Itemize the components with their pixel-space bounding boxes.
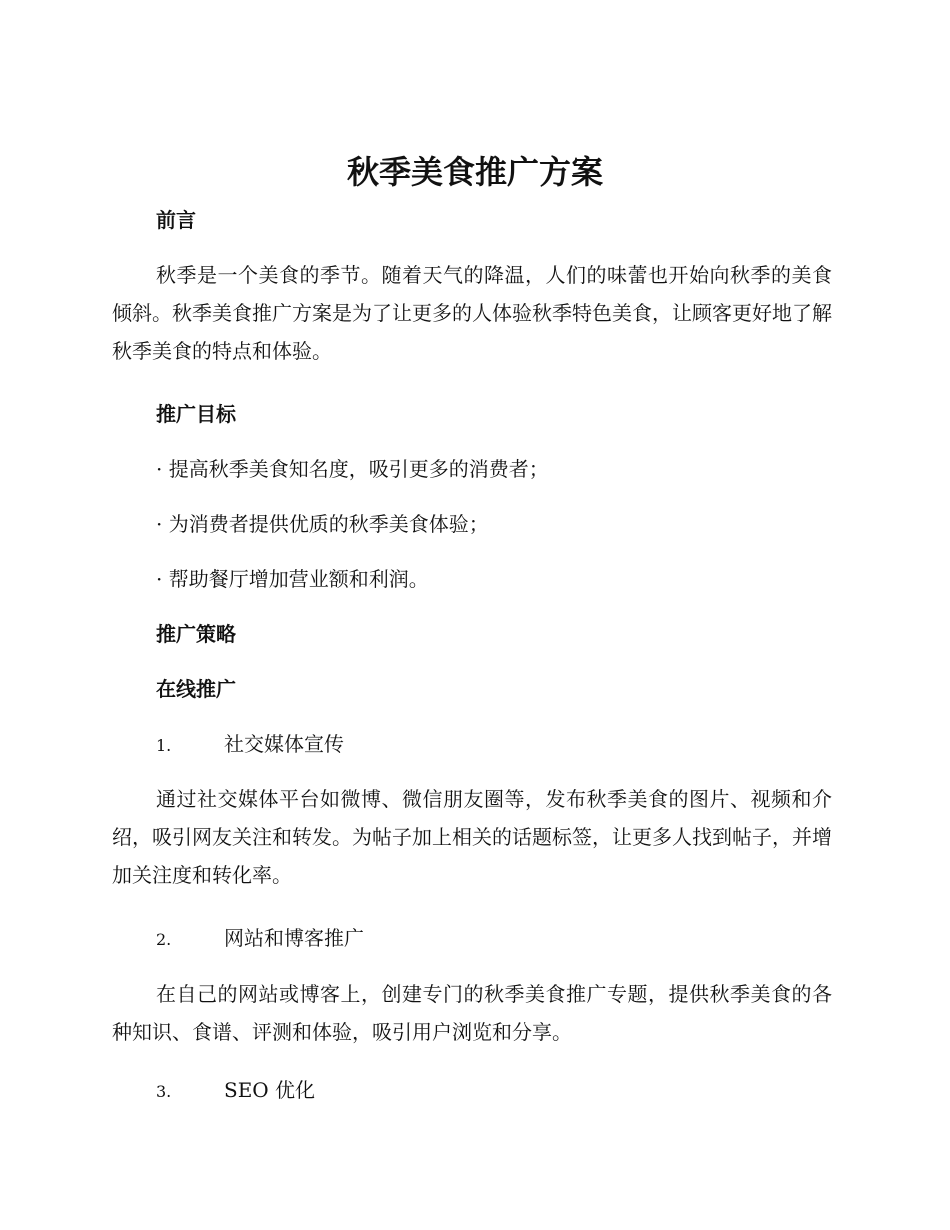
item-number: 3. [156, 1082, 172, 1101]
item-label: 网站和博客推广 [224, 926, 364, 950]
item-number: 1. [156, 736, 172, 755]
social-media-paragraph: 通过社交媒体平台如微博、微信朋友圈等，发布秋季美食的图片、视频和介绍，吸引网友关注和转发。为帖子加上相关的话题标签，让更多人找到帖子，并增加关注度和转化率。 [112, 787, 832, 887]
item-number: 2. [156, 930, 172, 949]
goal-list-item: · 帮助餐厅增加营业额和利润。 [156, 567, 429, 591]
goal-list-item: · 提高秋季美食知名度，吸引更多的消费者； [156, 457, 549, 481]
goal-list-item: · 为消费者提供优质的秋季美食体验； [156, 512, 489, 536]
preface-paragraph: 秋季是一个美食的季节。随着天气的降温，人们的味蕾也开始向秋季的美食倾斜。秋季美食推广方案是为了让更多的人体验秋季特色美食，让顾客更好地了解秋季美食的特点和体验。 [112, 263, 832, 363]
item-label: 社交媒体宣传 [224, 732, 344, 756]
section-heading-goals: 推广目标 [156, 402, 236, 426]
numbered-item-3 [156, 1076, 315, 1106]
numbered-item-1 [156, 730, 344, 760]
subsection-heading-online: 在线推广 [156, 677, 236, 701]
section-heading-preface: 前言 [156, 208, 196, 232]
numbered-item-2 [156, 924, 364, 954]
page-title: 秋季美食推广方案 [346, 153, 603, 191]
website-blog-paragraph: 在自己的网站或博客上，创建专门的秋季美食推广专题，提供秋季美食的各种知识、食谱、评测和体验，吸引用户浏览和分享。 [112, 982, 832, 1044]
item-label: SEO 优化 [224, 1078, 316, 1102]
section-heading-strategy: 推广策略 [156, 622, 236, 646]
